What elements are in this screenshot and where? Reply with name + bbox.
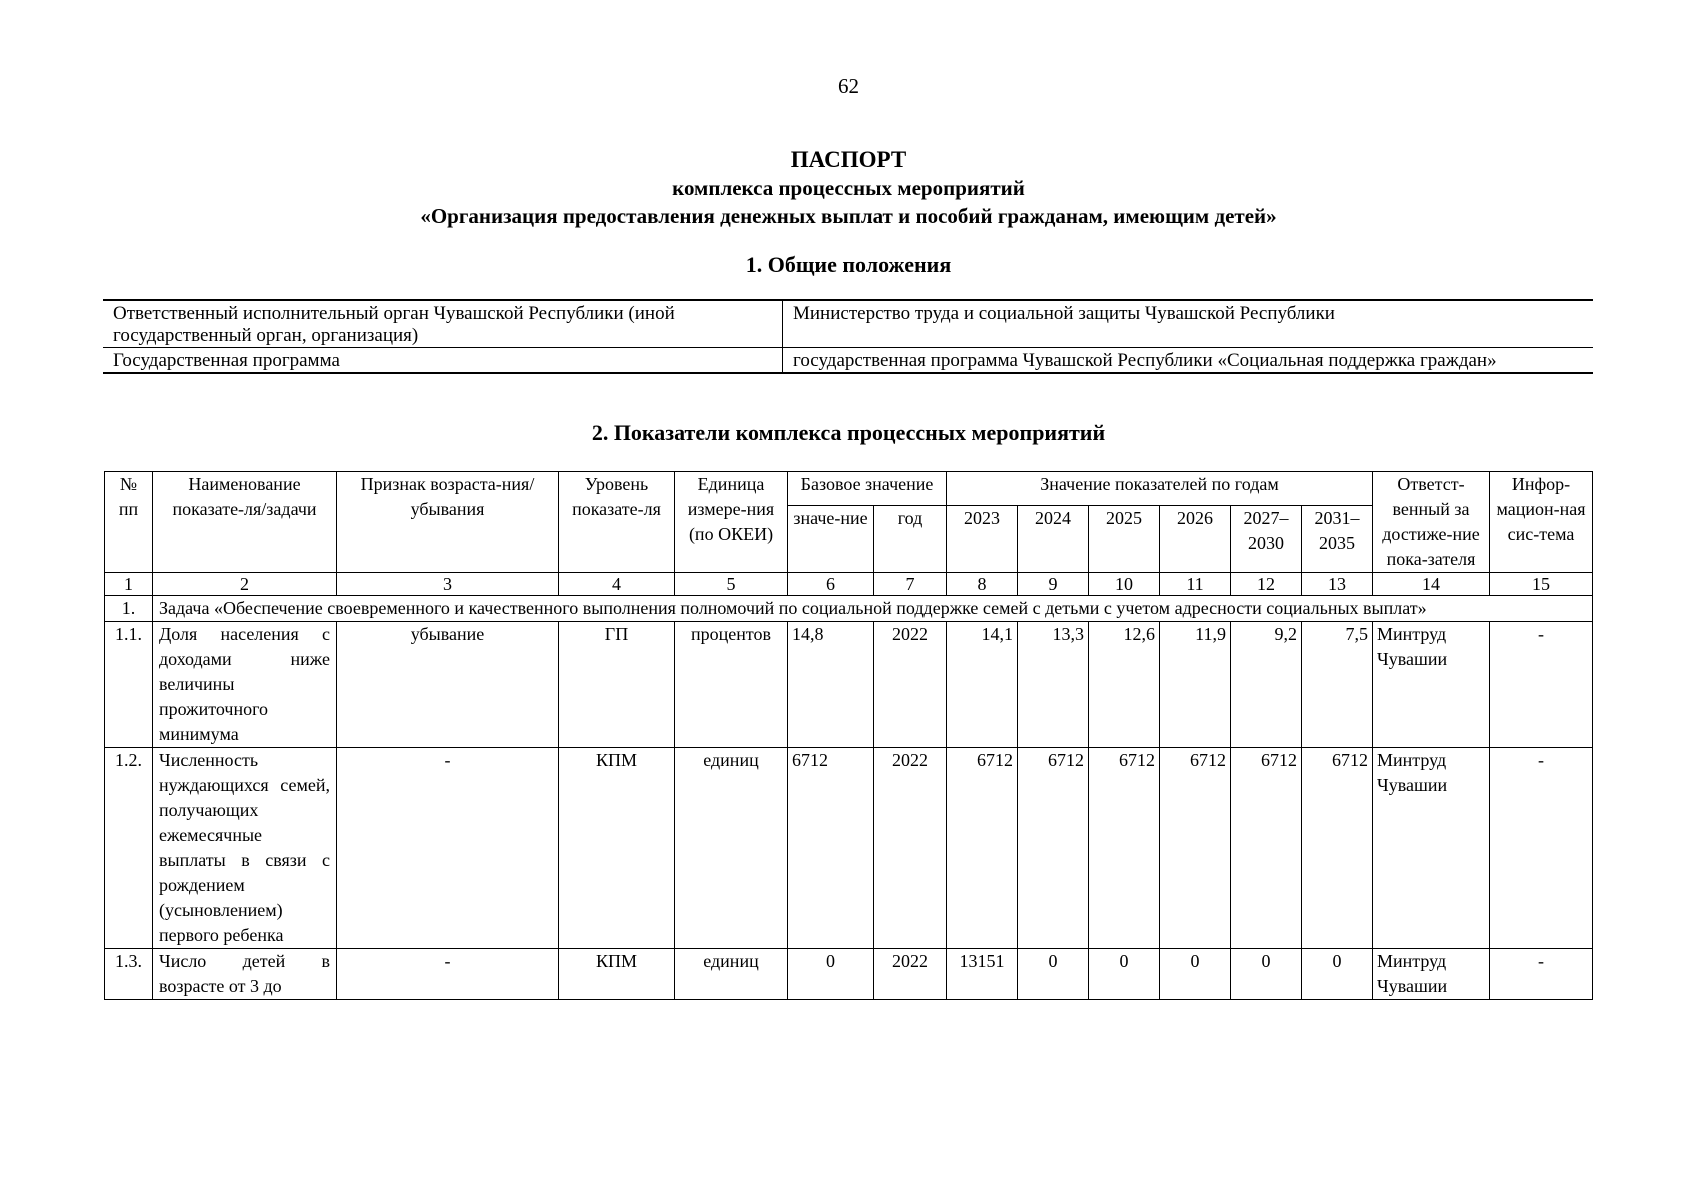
year-value: 12,6 (1089, 622, 1160, 748)
column-number: 12 (1231, 573, 1302, 596)
responsible-org: Минтруд Чувашии (1373, 622, 1490, 748)
header-num: № пп (105, 472, 153, 573)
table-row (105, 622, 1593, 748)
general-label: Государственная программа (103, 348, 783, 374)
header-years-group: Значение показателей по годам (947, 472, 1373, 506)
column-number: 1 (105, 573, 153, 596)
year-value: 6712 (1302, 748, 1373, 949)
title-main: ПАСПОРТ (790, 147, 907, 172)
header-year: 2026 (1160, 506, 1231, 573)
year-value: 6712 (1018, 748, 1089, 949)
header-trend: Признак возраста-ния/убывания (337, 472, 559, 573)
indicator-name: Численность нуждающихся семей, получающих ежемесячные выплаты в связи с рождением (усыновлением) первого ребенка (153, 748, 337, 949)
general-provisions-table (103, 299, 1593, 374)
indicator-unit: процентов (675, 622, 788, 748)
indicator-unit: единиц (675, 748, 788, 949)
year-value: 14,1 (947, 622, 1018, 748)
base-value: 0 (788, 949, 874, 1000)
column-number: 14 (1373, 573, 1490, 596)
info-system: - (1490, 748, 1593, 949)
indicator-level: КПМ (559, 949, 675, 1000)
info-system: - (1490, 949, 1593, 1000)
indicator-trend: убывание (337, 622, 559, 748)
table-row (103, 348, 1593, 374)
header-year: 2025 (1089, 506, 1160, 573)
base-year: 2022 (874, 748, 947, 949)
indicator-trend: - (337, 748, 559, 949)
base-year: 2022 (874, 949, 947, 1000)
year-value: 6712 (1089, 748, 1160, 949)
column-number: 4 (559, 573, 675, 596)
header-responsible: Ответст-венный за достиже-ние пока-зателя (1373, 472, 1490, 573)
general-label: Ответственный исполнительный орган Чувашской Республики (иной государственный орган, организация) (113, 303, 675, 346)
indicator-level: КПМ (559, 748, 675, 949)
column-number: 8 (947, 573, 1018, 596)
column-number: 11 (1160, 573, 1231, 596)
header-base-value: значе-ние (788, 506, 874, 573)
base-value: 6712 (788, 748, 874, 949)
indicator-name: Число детей в возрасте от 3 до (153, 949, 337, 1000)
year-value: 13151 (947, 949, 1018, 1000)
year-value: 7,5 (1302, 622, 1373, 748)
year-value: 13,3 (1018, 622, 1089, 748)
column-number: 2 (153, 573, 337, 596)
row-num: 1.2. (105, 748, 153, 949)
task-num: 1. (105, 596, 153, 622)
header-level: Уровень показате-ля (559, 472, 675, 573)
base-year: 2022 (874, 622, 947, 748)
header-year: 2031–2035 (1302, 506, 1373, 573)
indicator-trend: - (337, 949, 559, 1000)
year-value: 0 (1160, 949, 1231, 1000)
task-row (105, 596, 1593, 622)
year-value: 0 (1231, 949, 1302, 1000)
column-number: 6 (788, 573, 874, 596)
base-value: 14,8 (788, 622, 874, 748)
header-name: Наименование показате-ля/задачи (153, 472, 337, 573)
task-text: Задача «Обеспечение своевременного и качественного выполнения полномочий по социальной поддержке семей с детьми с учетом адресности социальных выплат» (153, 596, 1593, 622)
column-number: 10 (1089, 573, 1160, 596)
column-number: 5 (675, 573, 788, 596)
year-value: 6712 (1160, 748, 1231, 949)
header-base: Базовое значение (788, 472, 947, 506)
column-number: 9 (1018, 573, 1089, 596)
table-row (105, 949, 1593, 1000)
header-year: 2023 (947, 506, 1018, 573)
year-value: 6712 (947, 748, 1018, 949)
year-value: 6712 (1231, 748, 1302, 949)
section-heading-indicators: 2. Показатели комплекса процессных мероприятий (591, 420, 1106, 445)
general-value: Министерство труда и социальной защиты Чувашской Республики (783, 300, 1594, 348)
year-value: 0 (1089, 949, 1160, 1000)
responsible-org: Минтруд Чувашии (1373, 949, 1490, 1000)
header-info-system: Инфор-мацион-ная сис-тема (1490, 472, 1593, 573)
column-number: 13 (1302, 573, 1373, 596)
general-value: государственная программа Чувашской Республики «Социальная поддержка граждан» (783, 348, 1594, 374)
indicator-level: ГП (559, 622, 675, 748)
header-unit: Единица измере-ния (по ОКЕИ) (675, 472, 788, 573)
section-heading-general: 1. Общие положения (745, 252, 952, 277)
table-row (103, 300, 1593, 348)
indicators-table (104, 471, 1593, 1000)
column-number: 15 (1490, 573, 1593, 596)
row-num: 1.3. (105, 949, 153, 1000)
year-value: 9,2 (1231, 622, 1302, 748)
passport-title (0, 145, 1697, 230)
column-number: 7 (874, 573, 947, 596)
table-row (105, 748, 1593, 949)
indicator-name: Доля населения с доходами ниже величины прожиточного минимума (153, 622, 337, 748)
info-system: - (1490, 622, 1593, 748)
page-number: 62 (838, 74, 859, 98)
header-year: 2024 (1018, 506, 1089, 573)
responsible-org: Минтруд Чувашии (1373, 748, 1490, 949)
row-num: 1.1. (105, 622, 153, 748)
title-subtitle: комплекса процессных мероприятий (672, 176, 1025, 200)
indicator-unit: единиц (675, 949, 788, 1000)
column-number: 3 (337, 573, 559, 596)
header-year: 2027–2030 (1231, 506, 1302, 573)
year-value: 0 (1018, 949, 1089, 1000)
year-value: 11,9 (1160, 622, 1231, 748)
column-numbers-row (105, 573, 1593, 596)
year-value: 0 (1302, 949, 1373, 1000)
header-row (105, 472, 1593, 506)
header-base-year: год (874, 506, 947, 573)
title-program-name: «Организация предоставления денежных выплат и пособий гражданам, имеющим детей» (420, 204, 1277, 228)
